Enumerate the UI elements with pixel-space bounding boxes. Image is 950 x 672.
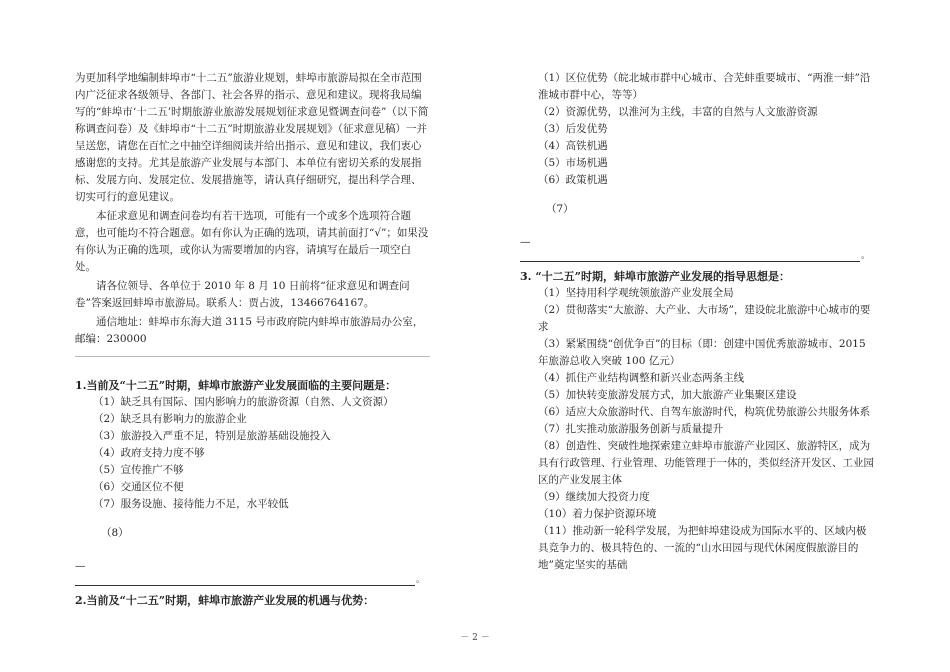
q3-option[interactable]: （10）着力保护资源环境 [538, 508, 657, 520]
q3-option[interactable]: （5）加快转变旅游发展方式，加大旅游产业集聚区建设 [538, 389, 797, 401]
q1-blank-option[interactable]: （8） [101, 527, 129, 539]
q2-blank-option[interactable]: （7） [546, 203, 574, 215]
q3-option[interactable]: （4）抓住产业结构调整和新兴业态两条主线 [538, 372, 745, 384]
q3-option[interactable]: （11）推动新一轮科学发展，为把蚌埠建设成为国际水平的、区域内极具竞争力的、极具特色的、一流的“山水田园与现代休闲度假旅游目的地”奠定坚实的基础 [538, 525, 867, 571]
q2-option[interactable]: （2）资源优势，以淮河为主线，丰富的自然与人文旅游资源 [538, 106, 818, 118]
q1-option[interactable]: （1）缺乏具有国际、国内影响力的旅游资源（自然、人文资源） [93, 396, 394, 408]
question-1-title: 1.当前及“十二五”时期，蚌埠市旅游产业发展面临的主要问题是： [75, 379, 397, 392]
q1-option[interactable]: （2）缺乏具有影响力的旅游企业 [93, 413, 247, 425]
intro-paragraph-3: 请各位领导、各单位于 2010 年 8 月 10 日前将“征求意见和调查问卷”答案返回蚌埠市旅游局。联系人：贾占波，13466764167。 [75, 280, 410, 309]
q2-option[interactable]: （5）市场机遇 [538, 157, 608, 169]
q1-option[interactable]: （6）交通区位不便 [93, 481, 184, 493]
q3-option[interactable]: （8）创造性、突破性地探索建立蚌埠市旅游产业园区、旅游特区，成为具有行政管理、行业管理、功能管理于一体的，类似经济开发区、工业园区的产业发展主体 [538, 440, 874, 486]
q3-option[interactable]: （7）扎实推动旅游服务创新与质量提升 [538, 423, 724, 435]
q2-option[interactable]: （4）高铁机遇 [538, 140, 608, 152]
intro-paragraph-4: 通信地址：蚌埠市东海大道 3115 号市政府院内蚌埠市旅游局办公室，邮编：230000 [75, 316, 424, 345]
section-divider [75, 356, 430, 357]
q1-answer-line[interactable] [75, 575, 425, 586]
page-number: － 2 － [460, 633, 490, 643]
q2-option[interactable]: （6）政策机遇 [538, 174, 608, 186]
q3-option[interactable]: （3）紧紧围绕“创优争百”的目标（即：创建中国优秀旅游城市、2015 年旅游总收入突破 100 亿元） [538, 338, 866, 367]
q2-option[interactable]: （3）后发优势 [538, 123, 608, 135]
q3-option[interactable]: （6）适应大众旅游时代、自驾车旅游时代，构筑优势旅游公共服务体系 [538, 406, 871, 418]
q1-option[interactable]: （4）政府支持力度不够 [93, 447, 205, 459]
q3-option[interactable]: （9）继续加大投资力度 [538, 491, 650, 503]
q1-option[interactable]: （7）服务设施、接待能力不足，水平较低 [93, 498, 289, 510]
intro-paragraph-1: 为更加科学地编制蚌埠市“十二五”旅游业规划，蚌埠市旅游局拟在全市范围内广泛征求各级领导、各部门、社会各界的指示、意见和建议。现将我局编写的“蚌埠市‘十二五’时期旅游业旅游发展规划征求意见暨调查问卷”（以下简称调查问卷）及《蚌埠市“十二五”时期旅游业发展规划》（征求意见稿）一并呈送您，请您在百忙之中抽空详细阅读并给出指示、意见和建议，我们衷心感谢您的支持。尤其是旅游产业发展与本部门、本单位有密切关系的发展指标、发展方向、发展定位、发展措施等，请认真仔细研究，提出科学合理、切实可行的意见建议。 [75, 72, 429, 203]
q3-option[interactable]: （2）贯彻落实“大旅游、大产业、大市场”，建设皖北旅游中心城市的要求 [538, 304, 871, 333]
q3-option[interactable]: （1）坚持用科学观统领旅游产业发展全局 [538, 287, 734, 299]
q1-dash: — [75, 560, 86, 572]
right-column [520, 70, 875, 574]
q1-option[interactable]: （3）旅游投入严重不足，特别是旅游基础设施投入 [93, 430, 331, 442]
q2-dash: — [520, 236, 531, 248]
line-end-mark: 。 [860, 251, 870, 261]
q1-option[interactable]: （5）宣传推广不够 [93, 464, 184, 476]
q2-option[interactable]: （1）区位优势（皖北城市群中心城市、合芜蚌重要城市、“两淮一蚌”沿淮城市群中心，等等） [538, 72, 871, 101]
question-2-title: 2.当前及“十二五”时期，蚌埠市旅游产业发展的机遇与优势： [75, 594, 375, 607]
left-column [75, 70, 430, 609]
intro-paragraph-2: 本征求意见和调查问卷均有若干选项，可能有一个或多个选项符合题意，也可能均不符合题意。如有你认为正确的选项，请其前面打“√”；如果没有你认为正确的选项，或你认为需要增加的内容，请填写在最后一项空白处。 [75, 210, 429, 273]
line-end-mark: 。 [415, 575, 425, 585]
question-3-title: 3. “十二五”时期，蚌埠市旅游产业发展的指导思想是： [520, 270, 790, 283]
q2-answer-line[interactable] [520, 251, 870, 262]
